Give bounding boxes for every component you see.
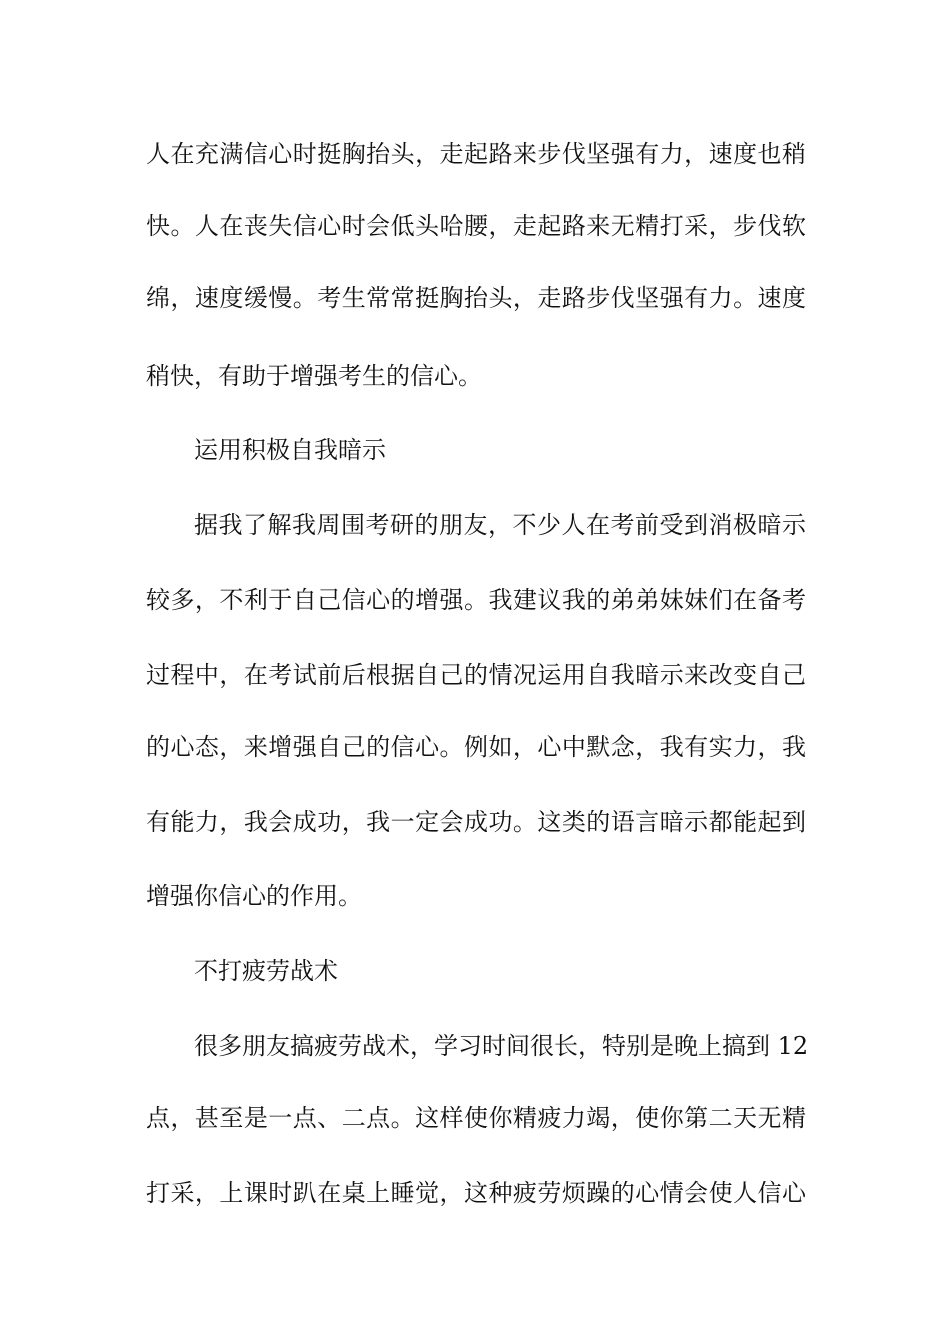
paragraph-2-line-4: 的心态，来增强自己的信心。例如，心中默念，我有实力，我: [146, 733, 806, 761]
paragraph-1-line-3: 绵，速度缓慢。考生常常挺胸抬头，走路步伐坚强有力。速度: [146, 284, 806, 312]
paragraph-2-line-6: 增强你信心的作用。: [146, 882, 362, 910]
section-heading-self-suggestion: 运用积极自我暗示: [194, 436, 386, 464]
paragraph-2-line-1: 据我了解我周围考研的朋友，不少人在考前受到消极暗示: [194, 511, 806, 539]
paragraph-3-line-1: 很多朋友搞疲劳战术，学习时间很长，特别是晚上搞到 12: [194, 1032, 809, 1060]
paragraph-3-line-3: 打采，上课时趴在桌上睡觉，这种疲劳烦躁的心情会使人信心: [146, 1179, 806, 1207]
paragraph-1-line-1: 人在充满信心时挺胸抬头，走起路来步伐坚强有力，速度也稍: [146, 140, 806, 168]
section-heading-no-fatigue: 不打疲劳战术: [194, 957, 338, 985]
paragraph-2-line-5: 有能力，我会成功，我一定会成功。这类的语言暗示都能起到: [146, 808, 806, 836]
paragraph-1-line-4: 稍快，有助于增强考生的信心。: [146, 362, 482, 390]
paragraph-3-line-2: 点，甚至是一点、二点。这样使你精疲力竭，使你第二天无精: [146, 1104, 806, 1132]
paragraph-1-line-2: 快。人在丧失信心时会低头哈腰，走起路来无精打采，步伐软: [146, 212, 806, 240]
paragraph-2-line-3: 过程中，在考试前后根据自己的情况运用自我暗示来改变自己: [146, 661, 806, 689]
paragraph-2-line-2: 较多，不利于自己信心的增强。我建议我的弟弟妹妹们在备考: [146, 586, 806, 614]
